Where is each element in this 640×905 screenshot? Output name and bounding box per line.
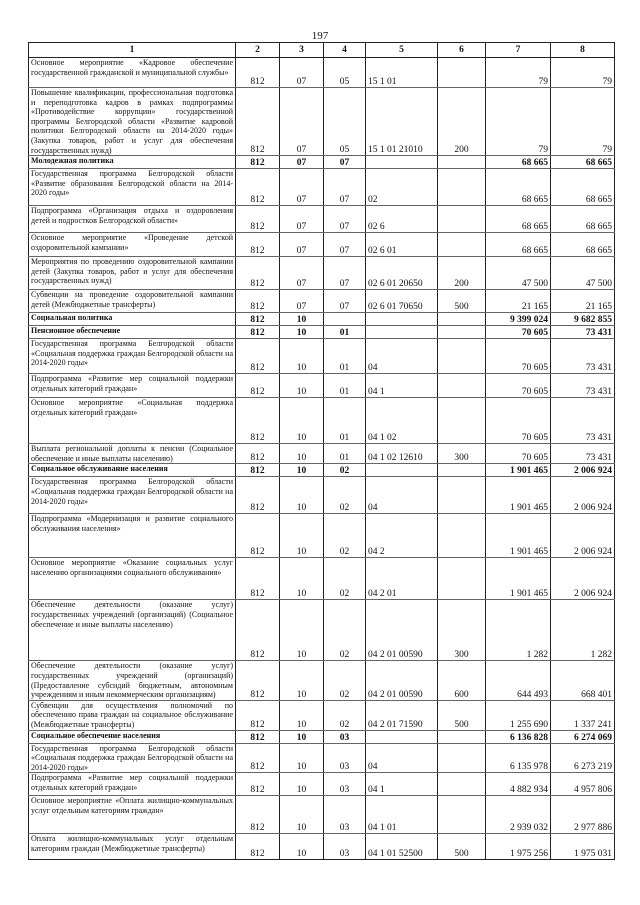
row-section-code: 10 xyxy=(280,558,324,600)
row-amount-year1: 6 135 978 xyxy=(486,743,551,773)
row-description: Подпрограмма «Модернизация и развитие социального обслуживания населения» xyxy=(29,514,236,558)
row-glava-code: 812 xyxy=(236,600,280,661)
row-glava-code: 812 xyxy=(236,700,280,730)
table-row xyxy=(29,700,615,730)
row-description: Подпрограмма «Развитие мер социальной поддержки отдельных категорий граждан» xyxy=(29,773,236,796)
row-glava-code: 812 xyxy=(236,834,280,860)
row-subsection-code: 03 xyxy=(324,796,366,834)
table-row xyxy=(29,730,615,743)
row-amount-year1: 68 665 xyxy=(486,206,551,233)
table-row xyxy=(29,88,615,156)
row-section-code: 10 xyxy=(280,398,324,444)
row-expense-type xyxy=(438,743,486,773)
row-section-code: 10 xyxy=(280,743,324,773)
row-description: Молодежная политика xyxy=(29,156,236,169)
row-target-code: 04 1 02 12610 xyxy=(366,444,438,464)
row-description: Субвенции на проведение оздоровительной кампании детей (Межбюджетные трансферты) xyxy=(29,290,236,313)
header-col-4: 4 xyxy=(324,43,366,58)
row-amount-year2: 1 975 031 xyxy=(551,834,615,860)
row-expense-type xyxy=(438,773,486,796)
row-target-code: 02 6 xyxy=(366,206,438,233)
row-target-code xyxy=(366,326,438,339)
row-expense-type: 300 xyxy=(438,444,486,464)
row-target-code xyxy=(366,464,438,477)
row-target-code: 04 xyxy=(366,743,438,773)
row-amount-year1: 68 665 xyxy=(486,169,551,206)
row-target-code xyxy=(366,313,438,326)
row-section-code: 07 xyxy=(280,257,324,290)
row-description: Государственная программа Белгородской области «Развитие образования Белгородской области на 2014-2020 годы» xyxy=(29,169,236,206)
row-glava-code: 812 xyxy=(236,558,280,600)
row-section-code: 07 xyxy=(280,169,324,206)
row-description: Государственная программа Белгородской области «Социальная поддержка граждан Белгородской области на 2014-2020 годы» xyxy=(29,477,236,514)
row-subsection-code: 02 xyxy=(324,661,366,700)
row-section-code: 10 xyxy=(280,834,324,860)
row-expense-type: 300 xyxy=(438,600,486,661)
table-row xyxy=(29,558,615,600)
row-subsection-code: 02 xyxy=(324,464,366,477)
row-amount-year1: 70 605 xyxy=(486,374,551,398)
row-expense-type xyxy=(438,169,486,206)
row-amount-year2: 73 431 xyxy=(551,444,615,464)
row-target-code: 04 2 01 00590 xyxy=(366,661,438,700)
row-amount-year1: 1 975 256 xyxy=(486,834,551,860)
row-expense-type xyxy=(438,156,486,169)
row-target-code: 02 6 01 xyxy=(366,233,438,257)
row-subsection-code: 02 xyxy=(324,558,366,600)
row-section-code: 07 xyxy=(280,88,324,156)
row-subsection-code: 03 xyxy=(324,773,366,796)
row-target-code: 04 xyxy=(366,339,438,374)
row-amount-year2: 47 500 xyxy=(551,257,615,290)
row-amount-year1: 1 255 690 xyxy=(486,700,551,730)
row-expense-type xyxy=(438,233,486,257)
header-col-8: 8 xyxy=(551,43,615,58)
row-subsection-code: 03 xyxy=(324,730,366,743)
table-row xyxy=(29,743,615,773)
row-section-code: 10 xyxy=(280,796,324,834)
row-subsection-code: 01 xyxy=(324,326,366,339)
table-row xyxy=(29,58,615,88)
row-expense-type: 500 xyxy=(438,290,486,313)
row-glava-code: 812 xyxy=(236,206,280,233)
row-expense-type xyxy=(438,730,486,743)
row-expense-type: 200 xyxy=(438,88,486,156)
row-expense-type: 600 xyxy=(438,661,486,700)
row-subsection-code: 01 xyxy=(324,398,366,444)
row-subsection-code: 05 xyxy=(324,58,366,88)
row-section-code: 10 xyxy=(280,773,324,796)
row-glava-code: 812 xyxy=(236,730,280,743)
row-section-code: 07 xyxy=(280,206,324,233)
row-amount-year1: 4 882 934 xyxy=(486,773,551,796)
row-amount-year2: 4 957 806 xyxy=(551,773,615,796)
row-amount-year1: 21 165 xyxy=(486,290,551,313)
row-expense-type xyxy=(438,339,486,374)
row-amount-year1: 79 xyxy=(486,58,551,88)
table-row xyxy=(29,374,615,398)
row-description: Основное мероприятие «Проведение детской оздоровительной кампании» xyxy=(29,233,236,257)
row-amount-year1: 68 665 xyxy=(486,233,551,257)
row-subsection-code: 01 xyxy=(324,444,366,464)
row-subsection-code: 07 xyxy=(324,169,366,206)
row-section-code: 07 xyxy=(280,290,324,313)
row-amount-year2: 2 977 886 xyxy=(551,796,615,834)
row-amount-year2: 68 665 xyxy=(551,156,615,169)
row-amount-year1: 1 901 465 xyxy=(486,477,551,514)
row-description: Обеспечение деятельности (оказание услуг) государственных учреждений (организаций) (Предоставление субсидий бюджетным, автономным учреждениям и иным некоммерческим организациям) xyxy=(29,661,236,700)
row-description: Государственная программа Белгородской области «Социальная поддержка граждан Белгородской области на 2014-2020 годы» xyxy=(29,743,236,773)
row-target-code: 04 2 01 xyxy=(366,558,438,600)
row-expense-type xyxy=(438,464,486,477)
row-subsection-code: 03 xyxy=(324,834,366,860)
row-amount-year2: 2 006 924 xyxy=(551,464,615,477)
row-glava-code: 812 xyxy=(236,514,280,558)
row-glava-code: 812 xyxy=(236,169,280,206)
row-subsection-code: 02 xyxy=(324,600,366,661)
row-amount-year2: 68 665 xyxy=(551,233,615,257)
row-subsection-code: 02 xyxy=(324,514,366,558)
row-target-code xyxy=(366,156,438,169)
row-glava-code: 812 xyxy=(236,257,280,290)
row-amount-year1: 70 605 xyxy=(486,326,551,339)
header-col-6: 6 xyxy=(438,43,486,58)
row-expense-type xyxy=(438,374,486,398)
row-glava-code: 812 xyxy=(236,339,280,374)
row-description: Основное мероприятие «Оказание социальных услуг населению организациями социального обслуживания» xyxy=(29,558,236,600)
row-expense-type xyxy=(438,558,486,600)
table-row xyxy=(29,464,615,477)
row-amount-year1: 47 500 xyxy=(486,257,551,290)
row-target-code: 04 1 xyxy=(366,773,438,796)
row-expense-type: 500 xyxy=(438,834,486,860)
row-amount-year1: 1 282 xyxy=(486,600,551,661)
row-target-code: 15 1 01 xyxy=(366,58,438,88)
row-description: Социальное обслуживание населения xyxy=(29,464,236,477)
row-description: Социальное обеспечение населения xyxy=(29,730,236,743)
row-section-code: 10 xyxy=(280,444,324,464)
row-target-code: 04 1 01 52500 xyxy=(366,834,438,860)
row-target-code: 02 6 01 20650 xyxy=(366,257,438,290)
row-description: Мероприятия по проведению оздоровительной кампании детей (Закупка товаров, работ и услуг для обеспечения государственных нужд) xyxy=(29,257,236,290)
row-target-code: 04 1 01 xyxy=(366,796,438,834)
budget-table xyxy=(28,42,615,860)
row-description: Повышение квалификации, профессиональная подготовка и переподготовка кадров в рамках подпрограммы «Противодействие коррупции» государственной программы Белгородской области «Развитие кадровой политики Белгородской области на 2014-2020 годы» (Закупка товаров, работ и услуг для обеспечения государственных нужд) xyxy=(29,88,236,156)
row-description: Подпрограмма «Развитие мер социальной поддержки отдельных категорий граждан» xyxy=(29,374,236,398)
row-glava-code: 812 xyxy=(236,773,280,796)
row-target-code: 04 2 xyxy=(366,514,438,558)
header-col-1: 1 xyxy=(29,43,236,58)
table-row xyxy=(29,169,615,206)
row-amount-year1: 1 901 465 xyxy=(486,558,551,600)
row-amount-year2: 2 006 924 xyxy=(551,514,615,558)
row-target-code: 02 xyxy=(366,169,438,206)
row-description: Государственная программа Белгородской области «Социальная поддержка граждан Белгородской области на 2014-2020 годы» xyxy=(29,339,236,374)
row-section-code: 10 xyxy=(280,700,324,730)
row-subsection-code: 07 xyxy=(324,233,366,257)
row-amount-year1: 644 493 xyxy=(486,661,551,700)
row-description: Выплата региональной доплаты к пенсии (Социальное обеспечение и иные выплаты населению) xyxy=(29,444,236,464)
row-amount-year1: 2 939 032 xyxy=(486,796,551,834)
row-amount-year2: 1 337 241 xyxy=(551,700,615,730)
row-expense-type xyxy=(438,477,486,514)
header-col-2: 2 xyxy=(236,43,280,58)
row-glava-code: 812 xyxy=(236,796,280,834)
row-target-code: 04 xyxy=(366,477,438,514)
row-glava-code: 812 xyxy=(236,444,280,464)
row-section-code: 10 xyxy=(280,661,324,700)
row-target-code: 04 2 01 71590 xyxy=(366,700,438,730)
row-amount-year1: 1 901 465 xyxy=(486,514,551,558)
row-subsection-code: 02 xyxy=(324,700,366,730)
row-glava-code: 812 xyxy=(236,58,280,88)
row-target-code xyxy=(366,730,438,743)
row-expense-type xyxy=(438,326,486,339)
row-amount-year1: 6 136 828 xyxy=(486,730,551,743)
row-amount-year2: 68 665 xyxy=(551,206,615,233)
row-expense-type xyxy=(438,514,486,558)
row-target-code: 04 2 01 00590 xyxy=(366,600,438,661)
row-subsection-code: 05 xyxy=(324,88,366,156)
row-section-code: 10 xyxy=(280,313,324,326)
row-glava-code: 812 xyxy=(236,326,280,339)
row-amount-year2: 68 665 xyxy=(551,169,615,206)
row-section-code: 10 xyxy=(280,730,324,743)
row-subsection-code: 01 xyxy=(324,339,366,374)
row-glava-code: 812 xyxy=(236,398,280,444)
row-amount-year2: 73 431 xyxy=(551,339,615,374)
row-amount-year2: 668 401 xyxy=(551,661,615,700)
row-description: Основное мероприятие «Социальная поддержка отдельных категорий граждан» xyxy=(29,398,236,444)
page-number: 197 xyxy=(311,30,329,42)
row-target-code: 04 1 xyxy=(366,374,438,398)
row-description: Основное мероприятие «Оплата жилищно-коммунальных услуг отдельным категориям граждан» xyxy=(29,796,236,834)
row-glava-code: 812 xyxy=(236,233,280,257)
row-glava-code: 812 xyxy=(236,156,280,169)
row-glava-code: 812 xyxy=(236,477,280,514)
row-amount-year1: 9 399 024 xyxy=(486,313,551,326)
table-row xyxy=(29,326,615,339)
row-expense-type xyxy=(438,796,486,834)
row-amount-year2: 73 431 xyxy=(551,398,615,444)
row-description: Социальная политика xyxy=(29,313,236,326)
row-section-code: 07 xyxy=(280,156,324,169)
row-section-code: 10 xyxy=(280,600,324,661)
row-expense-type xyxy=(438,206,486,233)
row-subsection-code: 07 xyxy=(324,206,366,233)
table-row xyxy=(29,514,615,558)
row-section-code: 10 xyxy=(280,477,324,514)
row-description: Основное мероприятие «Кадровое обеспечение государственной гражданской и муниципальной службы» xyxy=(29,58,236,88)
table-row xyxy=(29,156,615,169)
table-row xyxy=(29,206,615,233)
row-section-code: 07 xyxy=(280,58,324,88)
row-target-code: 02 6 01 70650 xyxy=(366,290,438,313)
row-subsection-code xyxy=(324,313,366,326)
row-amount-year2: 6 274 069 xyxy=(551,730,615,743)
row-expense-type xyxy=(438,313,486,326)
row-amount-year1: 68 665 xyxy=(486,156,551,169)
row-glava-code: 812 xyxy=(236,88,280,156)
row-amount-year2: 2 006 924 xyxy=(551,558,615,600)
row-subsection-code: 03 xyxy=(324,743,366,773)
table-row xyxy=(29,834,615,860)
row-section-code: 10 xyxy=(280,514,324,558)
table-row xyxy=(29,796,615,834)
table-body xyxy=(29,58,615,860)
row-amount-year2: 6 273 219 xyxy=(551,743,615,773)
row-subsection-code: 07 xyxy=(324,290,366,313)
row-section-code: 10 xyxy=(280,374,324,398)
table-row xyxy=(29,477,615,514)
row-amount-year2: 2 006 924 xyxy=(551,477,615,514)
row-target-code: 04 1 02 xyxy=(366,398,438,444)
row-glava-code: 812 xyxy=(236,743,280,773)
row-subsection-code: 02 xyxy=(324,477,366,514)
row-amount-year1: 70 605 xyxy=(486,444,551,464)
table-header-row xyxy=(29,43,615,58)
row-amount-year2: 1 282 xyxy=(551,600,615,661)
row-section-code: 07 xyxy=(280,233,324,257)
row-glava-code: 812 xyxy=(236,661,280,700)
row-amount-year2: 73 431 xyxy=(551,374,615,398)
row-amount-year2: 79 xyxy=(551,88,615,156)
row-description: Обеспечение деятельности (оказание услуг) государственных учреждений (организаций) (Социальное обеспечение и иные выплаты населению) xyxy=(29,600,236,661)
row-section-code: 10 xyxy=(280,464,324,477)
row-target-code: 15 1 01 21010 xyxy=(366,88,438,156)
row-description: Пенсионное обеспечение xyxy=(29,326,236,339)
header-col-7: 7 xyxy=(486,43,551,58)
row-expense-type xyxy=(438,398,486,444)
table-row xyxy=(29,233,615,257)
table-row xyxy=(29,313,615,326)
row-subsection-code: 07 xyxy=(324,257,366,290)
row-amount-year1: 70 605 xyxy=(486,339,551,374)
table-row xyxy=(29,661,615,700)
row-section-code: 10 xyxy=(280,339,324,374)
table-row xyxy=(29,290,615,313)
row-glava-code: 812 xyxy=(236,374,280,398)
row-glava-code: 812 xyxy=(236,313,280,326)
table-row xyxy=(29,773,615,796)
row-description: Субвенции для осуществления полномочий по обеспечению права граждан на социальное обслуживание (Межбюджетные трансферты) xyxy=(29,700,236,730)
row-subsection-code: 01 xyxy=(324,374,366,398)
row-expense-type xyxy=(438,58,486,88)
table-row xyxy=(29,257,615,290)
table-row xyxy=(29,339,615,374)
row-amount-year1: 79 xyxy=(486,88,551,156)
row-amount-year1: 1 901 465 xyxy=(486,464,551,477)
row-amount-year1: 70 605 xyxy=(486,398,551,444)
row-amount-year2: 79 xyxy=(551,58,615,88)
table-row xyxy=(29,398,615,444)
row-glava-code: 812 xyxy=(236,464,280,477)
row-amount-year2: 73 431 xyxy=(551,326,615,339)
header-col-3: 3 xyxy=(280,43,324,58)
row-glava-code: 812 xyxy=(236,290,280,313)
row-amount-year2: 9 682 855 xyxy=(551,313,615,326)
row-description: Оплата жилищно-коммунальных услуг отдельным категориям граждан (Межбюджетные трансферты) xyxy=(29,834,236,860)
table-row xyxy=(29,600,615,661)
row-section-code: 10 xyxy=(280,326,324,339)
row-expense-type: 200 xyxy=(438,257,486,290)
row-description: Подпрограмма «Организация отдыха и оздоровления детей и подростков Белгородской области» xyxy=(29,206,236,233)
row-amount-year2: 21 165 xyxy=(551,290,615,313)
row-subsection-code: 07 xyxy=(324,156,366,169)
header-col-5: 5 xyxy=(366,43,438,58)
table-row xyxy=(29,444,615,464)
row-expense-type: 500 xyxy=(438,700,486,730)
